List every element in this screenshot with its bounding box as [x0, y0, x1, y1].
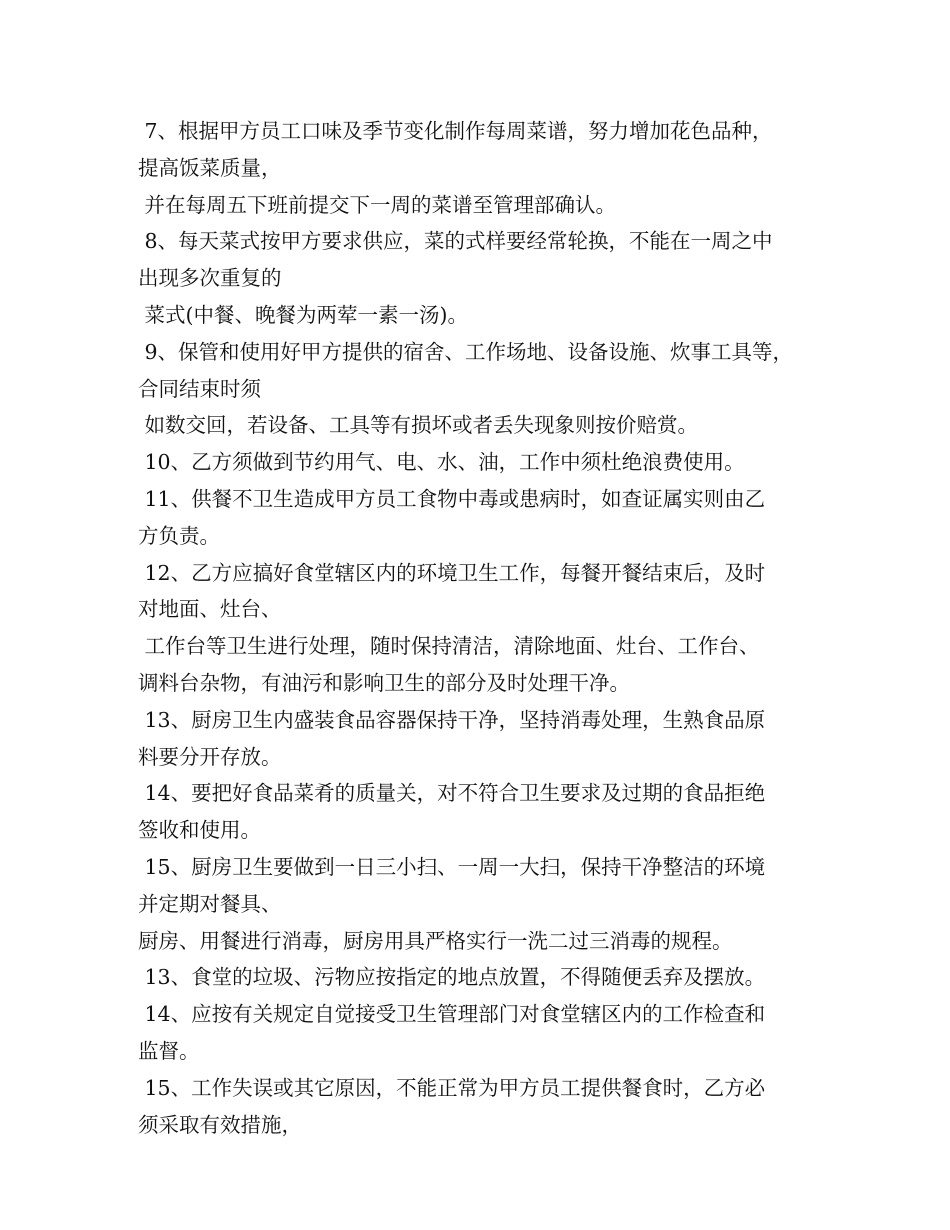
text-line: 13、食堂的垃圾、污物应按指定的地点放置，不得随便丢弃及摆放。 — [138, 965, 766, 990]
text-line: 提高饭菜质量， — [138, 155, 282, 180]
document-body — [138, 113, 838, 1143]
text-line: 对地面、灶台、 — [138, 597, 282, 622]
text-line: 并定期对餐具、 — [138, 891, 282, 916]
text-line: 13、厨房卫生内盛装食品容器保持干净，坚持消毒处理，生熟食品原 — [138, 707, 766, 732]
text-line: 8、每天菜式按甲方要求供应，菜的式样要经常轮换，不能在一周之中 — [138, 229, 773, 254]
text-line: 签收和使用。 — [138, 818, 261, 843]
text-line: 菜式(中餐、晚餐为两荤一素一汤)。 — [138, 302, 469, 327]
text-line: 须采取有效措施， — [138, 1112, 302, 1137]
text-line: 15、厨房卫生要做到一日三小扫、一周一大扫，保持干净整洁的环境 — [138, 854, 766, 879]
text-line: 9、保管和使用好甲方提供的宿舍、工作场地、设备设施、炊事工具等， — [138, 339, 794, 364]
text-line: 14、应按有关规定自觉接受卫生管理部门对食堂辖区内的工作检查和 — [138, 1002, 766, 1027]
text-line: 监督。 — [138, 1038, 200, 1063]
text-line: 调料台杂物，有油污和影响卫生的部分及时处理干净。 — [138, 670, 630, 695]
text-line: 料要分开存放。 — [138, 744, 282, 769]
text-line: 并在每周五下班前提交下一周的菜谱至管理部确认。 — [138, 192, 617, 217]
text-line: 12、乙方应搞好食堂辖区内的环境卫生工作，每餐开餐结束后，及时 — [138, 560, 766, 585]
text-line: 15、工作失误或其它原因，不能正常为甲方员工提供餐食时，乙方必 — [138, 1075, 766, 1100]
text-line: 工作台等卫生进行处理，随时保持清洁，清除地面、灶台、工作台、 — [138, 634, 760, 659]
text-line: 方负责。 — [138, 523, 220, 548]
text-line: 出现多次重复的 — [138, 266, 282, 291]
text-line: 厨房、用餐进行消毒，厨房用具严格实行一洗二过三消毒的规程。 — [138, 928, 733, 953]
text-line: 合同结束时须 — [138, 376, 261, 401]
text-line: 10、乙方须做到节约用气、电、水、油，工作中须杜绝浪费使用。 — [138, 450, 745, 475]
text-line: 11、供餐不卫生造成甲方员工食物中毒或患病时，如查证属实则由乙 — [138, 486, 766, 511]
text-line: 14、要把好食品菜肴的质量关，对不符合卫生要求及过期的食品拒绝 — [138, 781, 766, 806]
text-line: 如数交回，若设备、工具等有损坏或者丢失现象则按价赔赏。 — [138, 413, 699, 438]
text-line: 7、根据甲方员工口味及季节变化制作每周菜谱，努力增加花色品种， — [138, 119, 773, 143]
